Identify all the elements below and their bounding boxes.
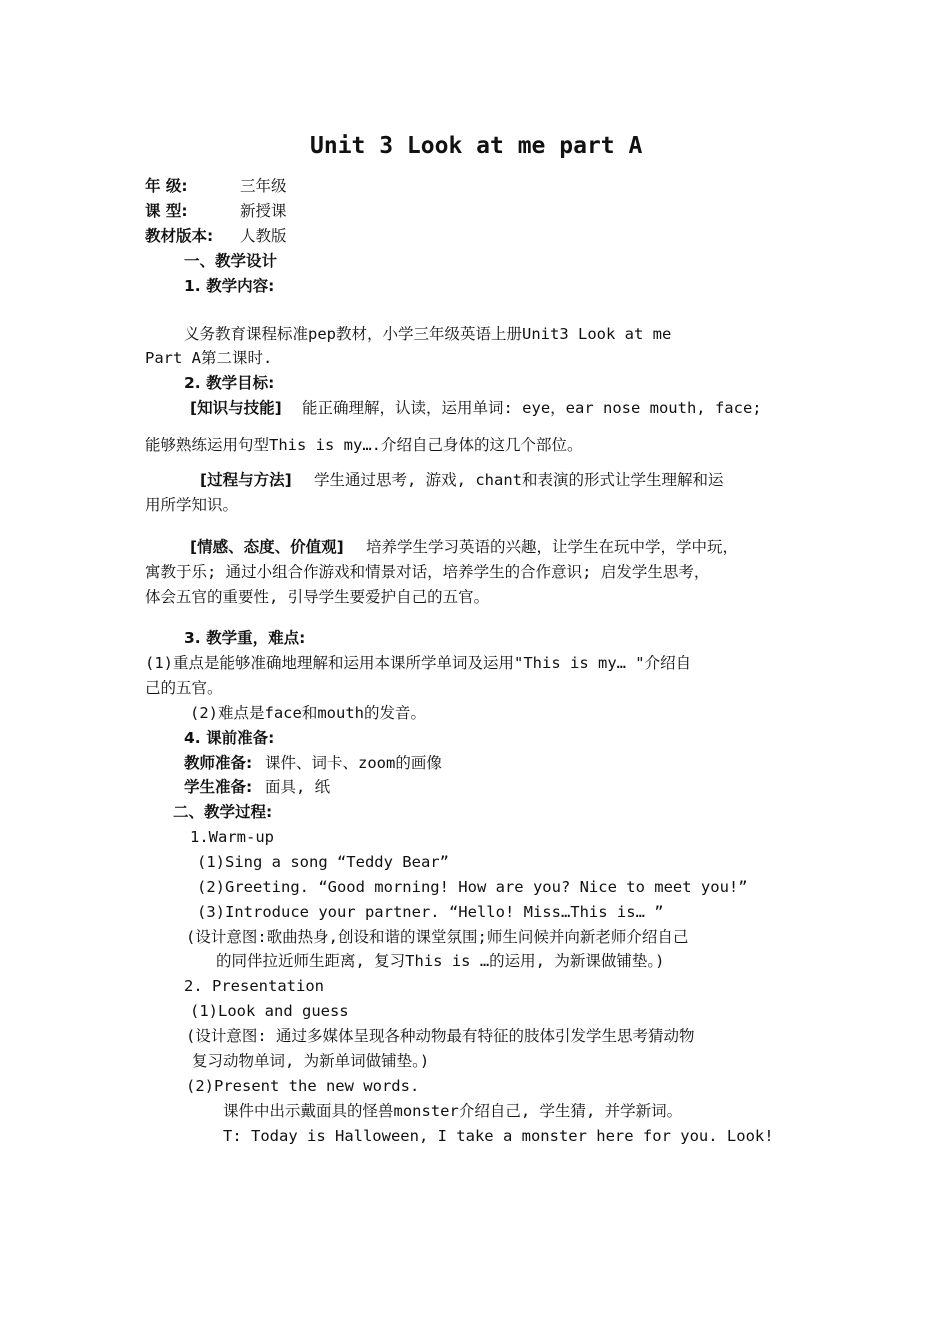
warmup-step: (2)Greeting. “Good morning! How are you? Nice to meet you!” xyxy=(197,878,748,896)
content-heading: 1. 教学内容: xyxy=(184,277,275,295)
process-text: 学生通过思考, 游戏, chant和表演的形式让学生理解和运 xyxy=(314,471,724,489)
process-text: 用所学知识。 xyxy=(145,496,239,514)
presentation-step: (1)Look and guess xyxy=(190,1002,349,1020)
warmup-note: 的同伴拉近师生距离, 复习This is …的运用, 为新课做铺垫。) xyxy=(216,952,665,970)
warmup-step: (3)Introduce your partner. “Hello! Miss…This is… ” xyxy=(197,903,664,921)
section2-heading: 二、教学过程: xyxy=(173,803,273,821)
edition-value: 人教版 xyxy=(240,227,287,245)
goals-heading: 2. 教学目标: xyxy=(184,374,275,392)
emotion-text: 寓教于乐; 通过小组合作游戏和情景对话，培养学生的合作意识; 启发学生思考， xyxy=(145,563,710,581)
content-line: Part A第二课时. xyxy=(145,349,273,367)
warmup-heading: 1.Warm-up xyxy=(190,828,274,846)
teacher-prep-value: 课件、词卡、zoom的画像 xyxy=(265,754,442,772)
key-text: 己的五官。 xyxy=(145,679,223,697)
emotion-text: 培养学生学习英语的兴趣，让学生在玩中学，学中玩， xyxy=(366,538,739,556)
student-prep-label: 学生准备: xyxy=(184,778,253,796)
presentation-note: (设计意图: 通过多媒体呈现各种动物最有特征的肢体引发学生思考猜动物 xyxy=(186,1027,695,1045)
grade-label: 年 级: xyxy=(145,177,188,195)
warmup-step: (1)Sing a song “Teddy Bear” xyxy=(197,853,449,871)
content-line: 义务教育课程标准pep教材，小学三年级英语上册Unit3 Look at me xyxy=(184,325,672,343)
teacher-prep-label: 教师准备: xyxy=(184,754,253,772)
presentation-text: T: Today is Halloween, I take a monster here for you. Look! xyxy=(223,1127,774,1145)
process-tag: [过程与方法] xyxy=(200,471,292,489)
key-text: (1)重点是能够准确地理解和运用本课所学单词及运用"This is my… "介绍自 xyxy=(145,654,692,672)
edition-label: 教材版本: xyxy=(145,227,214,245)
type-label: 课 型: xyxy=(145,202,188,220)
knowledge-text: 能正确理解，认读，运用单词: eye，ear nose mouth, face; xyxy=(302,399,762,417)
presentation-step: (2)Present the new words. xyxy=(186,1077,420,1095)
presentation-note: 复习动物单词, 为新单词做铺垫。) xyxy=(192,1052,430,1070)
key-heading: 3. 教学重，难点: xyxy=(184,629,306,647)
emotion-text: 体会五官的重要性, 引导学生要爱护自己的五官。 xyxy=(145,588,490,606)
type-value: 新授课 xyxy=(240,202,287,220)
page-title: Unit 3 Look at me part A xyxy=(310,133,643,159)
knowledge-text: 能够熟练运用句型This is my….介绍自己身体的这几个部位。 xyxy=(145,436,583,454)
warmup-note: (设计意图:歌曲热身,创设和谐的课堂氛围;师生问候并向新老师介绍自己 xyxy=(186,928,689,946)
knowledge-tag: [知识与技能] xyxy=(190,399,282,417)
presentation-text: 课件中出示戴面具的怪兽monster介绍自己, 学生猜, 并学新词。 xyxy=(223,1102,683,1120)
prep-heading: 4. 课前准备: xyxy=(184,729,275,747)
student-prep-value: 面具, 纸 xyxy=(265,778,331,796)
section1-heading: 一、教学设计 xyxy=(184,252,278,270)
key-text: (2)难点是face和mouth的发音。 xyxy=(190,704,426,722)
emotion-tag: [情感、态度、价值观] xyxy=(190,538,344,556)
grade-value: 三年级 xyxy=(240,177,287,195)
presentation-heading: 2. Presentation xyxy=(184,977,324,995)
